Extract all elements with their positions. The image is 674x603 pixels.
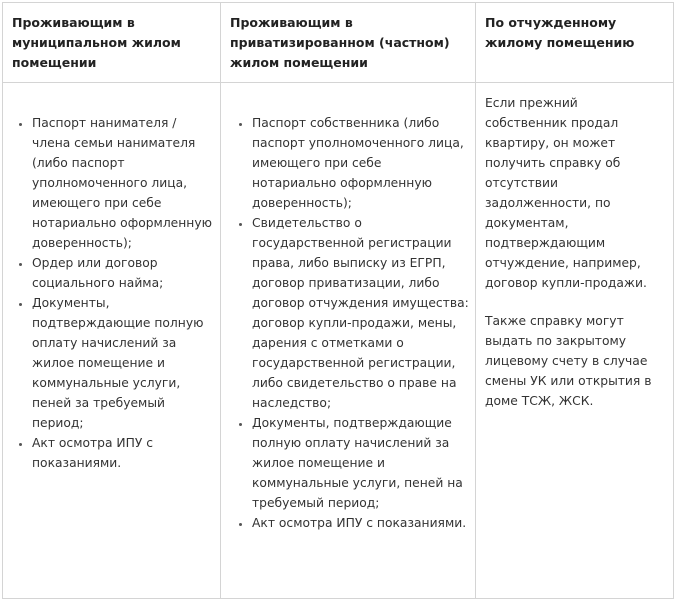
municipal-list — [13, 113, 214, 473]
cell-private — [221, 83, 476, 599]
header-private: Проживающим в приватизированном (частном) жилом помещении — [221, 3, 476, 83]
list-item: • Свидетельство о государственной регистрации права, либо выписку из ЕГРП, договор приватизации, либо договор отчуждения имущества: договор купли-продажи, мены, дарения с отметками о государственной регистрации, либо свидетельство о праве на наследство; — [252, 213, 469, 413]
list-item: • Акт осмотра ИПУ с показаниями. — [32, 433, 214, 473]
content-row — [3, 83, 674, 599]
list-item: • Паспорт нанимателя / члена семьи нанимателя (либо паспорт уполномоченного лица, имеющего при себе нотариально оформленную доверенность); — [32, 113, 214, 253]
alienated-paragraph: Также справку могут выдать по закрытому лицевому счету в случае смены УК или открытия в доме ТСЖ, ЖСК. — [485, 314, 652, 408]
private-list — [233, 113, 469, 533]
header-alienated: По отчужденному жилому помещению — [476, 3, 674, 83]
list-item: • Акт осмотра ИПУ с показаниями. — [252, 513, 469, 533]
list-item: • Документы, подтверждающие полную оплату начислений за жилое помещение и коммунальные услуги, пеней на требуемый период; — [252, 413, 469, 513]
alienated-paragraph: Если прежний собственник продал квартиру, он может получить справку об отсутствии задолженности, по документам, подтверждающим отчуждение, например, договор купли-продажи. — [485, 96, 647, 290]
header-row — [3, 3, 674, 83]
cell-municipal — [3, 83, 221, 599]
list-item: • Документы, подтверждающие полную оплату начислений за жилое помещение и коммунальные услуги, пеней за требуемый период; — [32, 293, 214, 433]
cell-alienated — [476, 83, 674, 599]
list-item: • Ордер или договор социального найма; — [32, 253, 214, 293]
documents-table — [2, 2, 674, 599]
list-item: • Паспорт собственника (либо паспорт уполномоченного лица, имеющего при себе нотариально оформленную доверенность); — [252, 113, 469, 213]
header-municipal: Проживающим в муниципальном жилом помещении — [3, 3, 221, 83]
